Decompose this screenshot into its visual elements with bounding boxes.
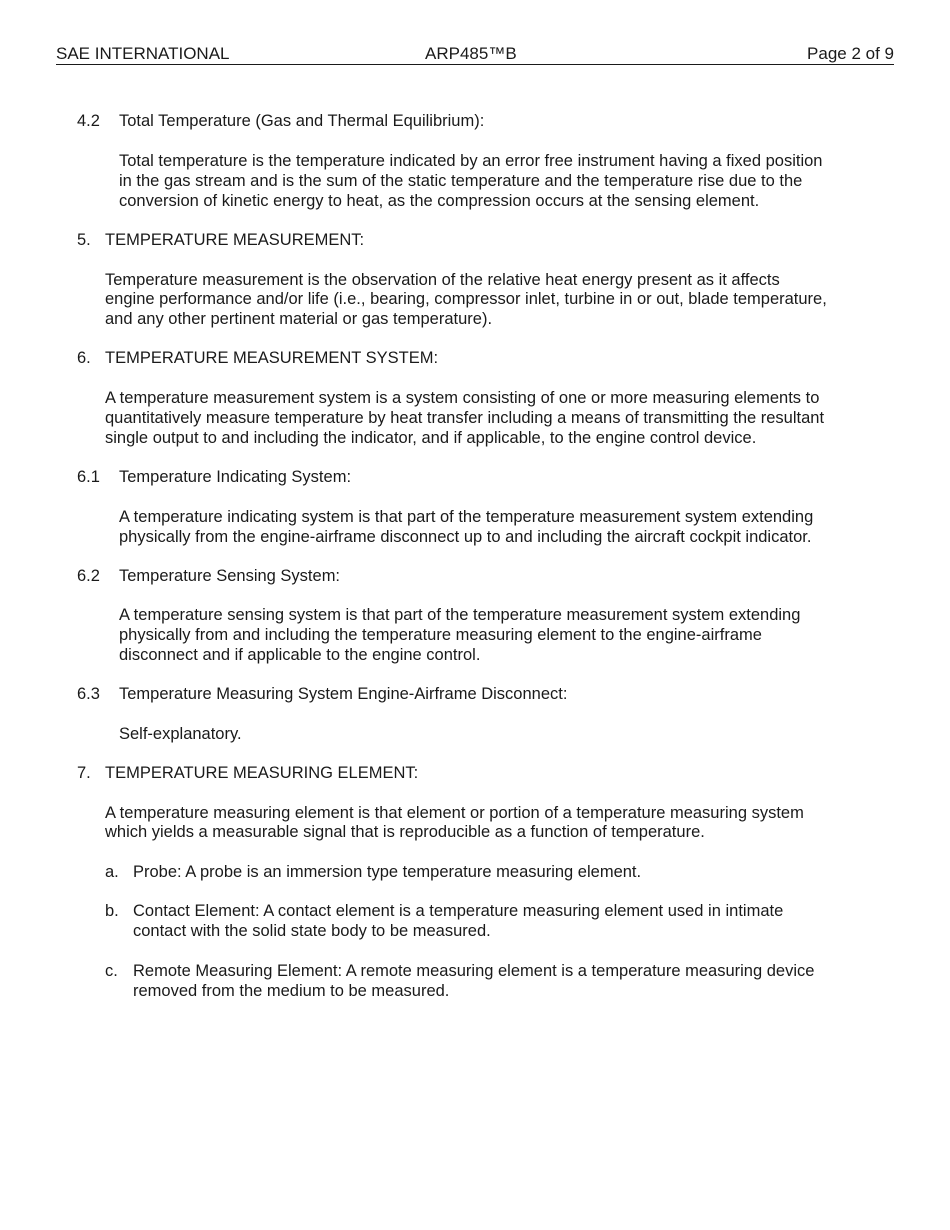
list-item-text: Remote Measuring Element: A remote measuring element is a temperature measuring device — [133, 962, 815, 980]
section-title: Temperature Indicating System: — [119, 468, 352, 486]
list-item-text: Contact Element: A contact element is a temperature measuring element used in intimate — [133, 902, 784, 920]
list-item-text: contact with the solid state body to be measured. — [133, 922, 491, 940]
section-title: TEMPERATURE MEASUREMENT SYSTEM: — [105, 349, 439, 367]
section-title: TEMPERATURE MEASURING ELEMENT: — [105, 764, 419, 782]
list-item-text: Probe: A probe is an immersion type temperature measuring element. — [133, 863, 642, 881]
section-number: 4.2 — [77, 112, 100, 130]
paragraph-line: A temperature indicating system is that part of the temperature measurement system extending — [119, 508, 814, 526]
paragraph-line: Self-explanatory. — [119, 725, 242, 743]
section-title: Total Temperature (Gas and Thermal Equilibrium): — [119, 112, 485, 130]
section-number: 7. — [77, 764, 91, 782]
section-number: 6.2 — [77, 567, 100, 585]
paragraph-line: A temperature measurement system is a system consisting of one or more measuring elements to — [105, 389, 820, 407]
section-number: 6.1 — [77, 468, 100, 486]
paragraph-line: and any other pertinent material or gas temperature). — [105, 310, 493, 328]
header-document-id: ARP485™B — [425, 44, 517, 63]
paragraph-line: physically from the engine-airframe disconnect up to and including the aircraft cockpit indicator. — [119, 528, 812, 546]
paragraph-line: physically from and including the temperature measuring element to the engine-airframe — [119, 626, 762, 644]
paragraph-line: which yields a measurable signal that is reproducible as a function of temperature. — [105, 823, 705, 841]
section-title: Temperature Sensing System: — [119, 567, 341, 585]
paragraph-line: A temperature sensing system is that part of the temperature measurement system extending — [119, 606, 801, 624]
paragraph-line: single output to and including the indicator, and if applicable, to the engine control device. — [105, 429, 757, 447]
paragraph-line: quantitatively measure temperature by heat transfer including a means of transmitting the resultant — [105, 409, 825, 427]
paragraph-line: Total temperature is the temperature indicated by an error free instrument having a fixed position — [119, 152, 823, 170]
paragraph-line: engine performance and/or life (i.e., bearing, compressor inlet, turbine in or out, blade temperature, — [105, 290, 827, 308]
list-marker: c. — [105, 962, 118, 980]
section-number: 5. — [77, 231, 91, 249]
list-marker: a. — [105, 863, 119, 881]
section-title: Temperature Measuring System Engine-Airframe Disconnect: — [119, 685, 568, 703]
paragraph-line: Temperature measurement is the observation of the relative heat energy present as it affects — [105, 271, 780, 289]
list-marker: b. — [105, 902, 119, 920]
paragraph-line: in the gas stream and is the sum of the static temperature and the temperature rise due to the — [119, 172, 803, 190]
paragraph-line: A temperature measuring element is that element or portion of a temperature measuring system — [105, 804, 804, 822]
paragraph-line: conversion of kinetic energy to heat, as the compression occurs at the sensing element. — [119, 192, 760, 210]
section-title: TEMPERATURE MEASUREMENT: — [105, 231, 365, 249]
paragraph-line: disconnect and if applicable to the engine control. — [119, 646, 481, 664]
header-page-number: Page 2 of 9 — [807, 44, 894, 63]
section-number: 6.3 — [77, 685, 100, 703]
page-header — [56, 44, 894, 65]
section-number: 6. — [77, 349, 91, 367]
header-organization: SAE INTERNATIONAL — [56, 44, 230, 63]
list-item-text: removed from the medium to be measured. — [133, 982, 450, 1000]
